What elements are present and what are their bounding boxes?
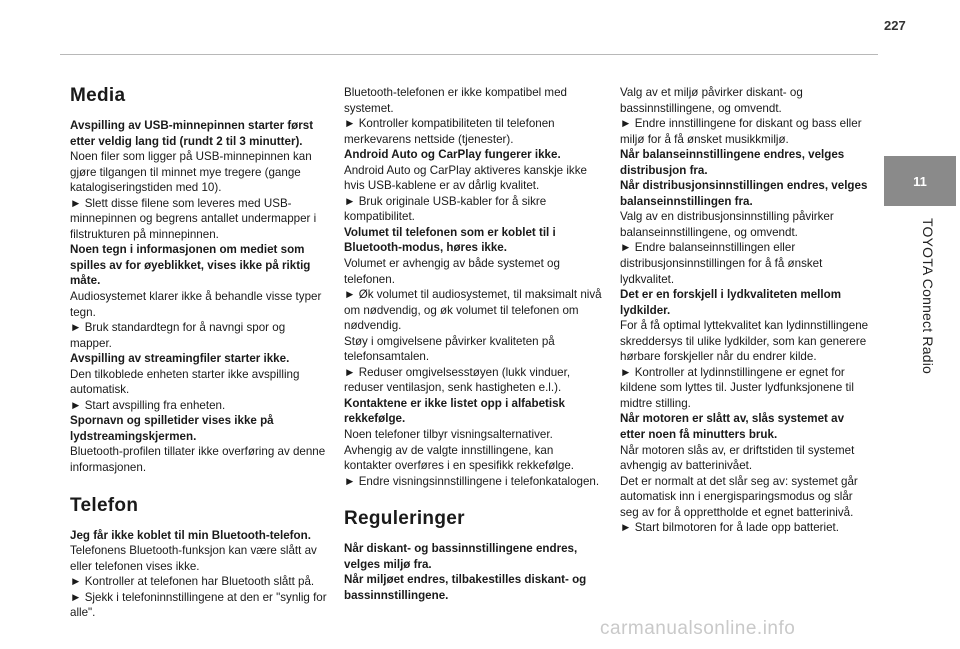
body-paragraph: ► Endre visningsinnstillingene i telefonkatalogen. — [344, 474, 600, 488]
question-heading: Kontaktene er ikke listet opp i alfabetisk rekkefølge. — [344, 396, 565, 426]
section-heading: Telefon — [70, 494, 139, 516]
body-paragraph: ► Bruk originale USB-kabler for å sikre kompatibilitet. — [344, 194, 547, 224]
question-heading: Når miljøet endres, tilbakestilles diskant- og bassinnstillingene. — [344, 573, 587, 602]
body-paragraph: ► Kontroller kompatibiliteten til telefonen merkevarens nettside (tjenester). — [344, 117, 555, 146]
question-heading: Det er en forskjell i lydkvaliteten mellom lydkilder. — [620, 288, 842, 317]
body-paragraph: Valg av et miljø påvirker diskant- og bassinnstillingene, og omvendt. — [620, 86, 803, 115]
question-heading: Avspilling av USB-minnepinnen starter først etter veldig lang tid (rundt 2 til 3 minutter). — [70, 119, 314, 148]
body-paragraph: ► Kontroller at telefonen har Bluetooth slått på. — [70, 575, 315, 589]
body-paragraph: ► Bruk standardtegn for å navngi spor og mapper. — [70, 321, 286, 350]
question-heading: Noen tegn i informasjonen om mediet som spilles av for øyeblikket, vises ikke på riktig måte. — [70, 243, 311, 288]
body-paragraph: ► Start avspilling fra enheten. — [70, 398, 226, 412]
body-paragraph: ► Øk volumet til audiosystemet, til maksimalt nivå om nødvendig, og øk volumet til telefonen om nødvendig. — [344, 288, 602, 333]
question-heading: Jeg får ikke koblet til min Bluetooth-telefon. — [70, 528, 311, 542]
body-paragraph: Valg av en distribusjonsinnstilling påvirker balanseinnstillingene, og omvendt. — [620, 210, 834, 239]
section-heading: Media — [70, 85, 126, 106]
body-paragraph: Det er normalt at det slår seg av: systemet går automatisk inn i energisparingsmodus og slår seg av for å opprettholde et egnet batterinivå. — [620, 474, 858, 519]
body-paragraph: For å få optimal lyttekvalitet kan lydinnstillingene skreddersys til ulike lydkilder, som kan generere hørbare forskjeller når du endrer kilde. — [620, 319, 869, 364]
body-paragraph: Bluetooth-profilen tillater ikke overføring av denne informasjonen. — [70, 445, 326, 475]
text-column-2 — [344, 85, 602, 603]
body-paragraph: Audiosystemet klarer ikke å behandle visse typer tegn. — [70, 290, 322, 319]
text-column-1 — [70, 84, 328, 621]
question-heading: Avspilling av streamingfiler starter ikke. — [70, 352, 290, 366]
question-heading: Volumet til telefonen som er koblet til i Bluetooth-modus, høres ikke. — [344, 225, 556, 255]
body-paragraph: Bluetooth-telefonen er ikke kompatibel med systemet. — [344, 86, 567, 115]
body-paragraph: Android Auto og CarPlay aktiveres kanskje ikke hvis USB-kablene er av dårlig kvalitet. — [344, 163, 587, 193]
watermark: carmanualsonline.info — [600, 618, 796, 639]
body-paragraph: ► Endre balanseinnstillingen eller distribusjonsinnstillingen for å få ønsket lydkvalitet. — [620, 241, 823, 286]
body-paragraph: Den tilkoblede enheten starter ikke avspilling automatisk. — [70, 367, 300, 397]
body-paragraph: ► Kontroller at lydinnstillingene er egnet for kildene som lyttes til. Juster lydfunksjonene til midtre stilling. — [620, 365, 854, 410]
body-paragraph: ► Start bilmotoren for å lade opp batteriet. — [620, 521, 839, 535]
text-column-3 — [620, 85, 872, 536]
body-paragraph: ► Slett disse filene som leveres med USB-minnepinnen og begrens antallet undermapper i filstrukturen på minnepinnen. — [70, 196, 317, 241]
question-heading: Android Auto og CarPlay fungerer ikke. — [344, 148, 561, 162]
body-paragraph: ► Reduser omgivelsesstøyen (lukk vinduer, reduser ventilasjon, senk hastigheten e.l.). — [344, 365, 571, 395]
body-paragraph: Støy i omgivelsene påvirker kvaliteten på telefonsamtalen. — [344, 334, 555, 364]
question-heading: Spornavn og spilletider vises ikke på lydstreamingskjermen. — [70, 414, 274, 443]
chapter-title: TOYOTA Connect Radio — [920, 218, 936, 374]
body-paragraph: Volumet er avhengig av både systemet og telefonen. — [344, 257, 560, 286]
body-paragraph: Når motoren slås av, er driftstiden til systemet avhengig av batterinivået. — [620, 443, 855, 473]
body-paragraph: ► Sjekk i telefoninnstillingene at den er "synlig for alle". — [70, 590, 327, 620]
question-heading: Når balanseinnstillingene endres, velges distribusjon fra. — [620, 148, 845, 177]
chapter-tab[interactable]: 11 — [884, 156, 956, 206]
page-number: 227 — [884, 18, 906, 33]
question-heading: Når diskant- og bassinnstillingene endres, velges miljø fra. — [344, 542, 578, 571]
section-heading: Reguleringer — [344, 508, 465, 530]
body-paragraph: Noen telefoner tilbyr visningsalternativer. Avhengig av de valgte innstillingene, kan kontakter overføres i en spesifikk rekkefølge. — [344, 428, 575, 473]
header-rule — [60, 54, 878, 55]
body-paragraph: Noen filer som ligger på USB-minnepinnen kan gjøre tilgangen til minnet mye tregere (gange katalogiseringstiden med 10). — [70, 150, 312, 195]
body-paragraph: ► Endre innstillingene for diskant og bass eller miljø for å få ønsket musikkmiljø. — [620, 117, 862, 146]
question-heading: Når motoren er slått av, slås systemet av etter noen få minutters bruk. — [620, 412, 845, 442]
question-heading: Når distribusjonsinnstillingen endres, velges balanseinnstillingen fra. — [620, 179, 868, 208]
body-paragraph: Telefonens Bluetooth-funksjon kan være slått av eller telefonen vises ikke. — [70, 544, 317, 573]
